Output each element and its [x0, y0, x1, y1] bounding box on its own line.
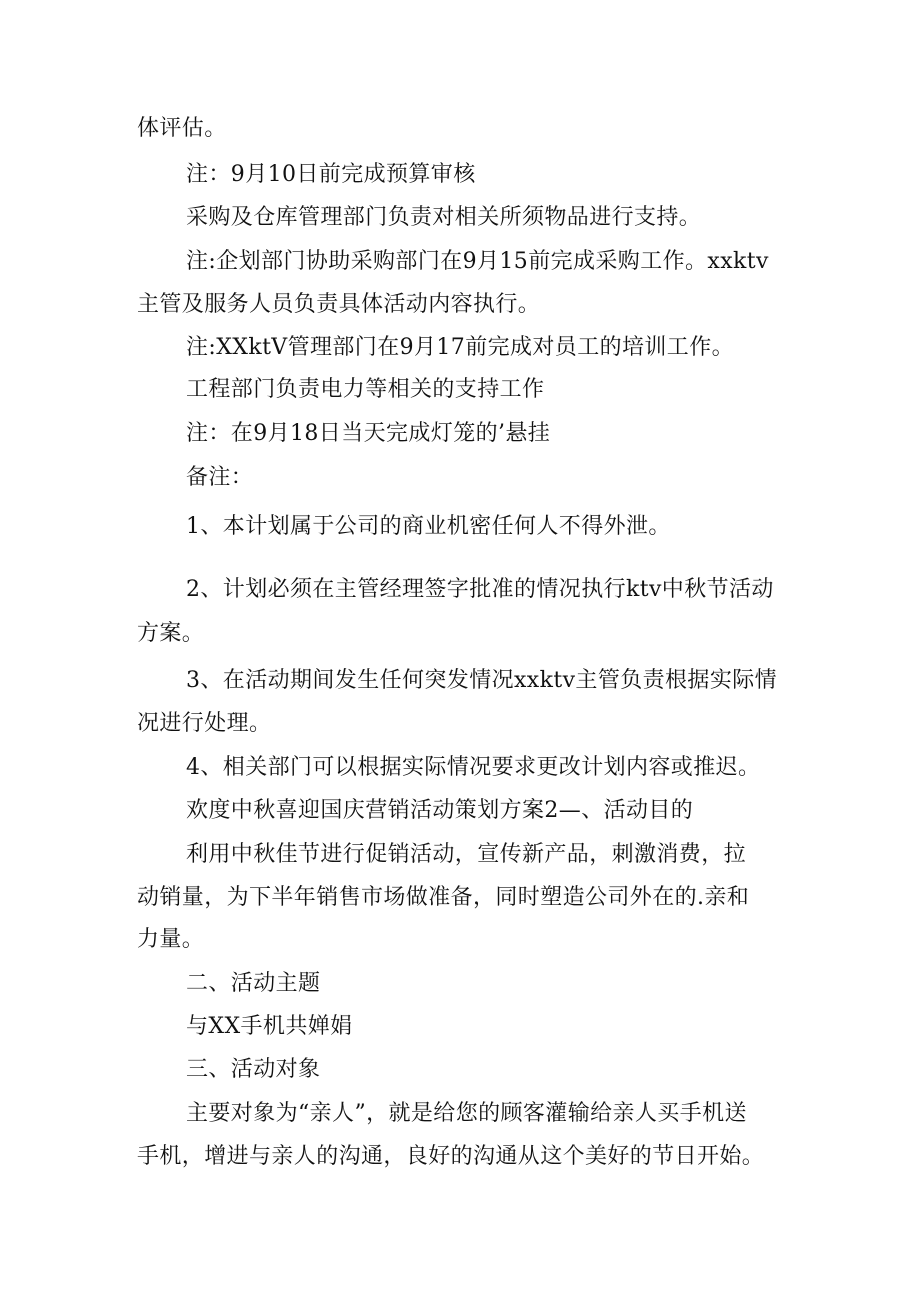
section-title: 欢度中秋喜迎国庆营销活动策划方案2—、活动目的: [186, 798, 694, 823]
text-line: 体评估。: [137, 116, 227, 141]
text-line: 主要对象为“亲人”，就是给您的顾客灌输给亲人买手机送: [186, 1101, 747, 1126]
remarks-heading: 备注：: [186, 465, 254, 490]
remark-item: 2、计划必须在主管经理签字批准的情况执行ktv中秋节活动: [186, 577, 774, 602]
text-line: 手机，增进与亲人的沟通，良好的沟通从这个美好的节日开始。: [137, 1144, 765, 1169]
note-line: 注：在9月18日当天完成灯笼的’悬挂: [186, 421, 551, 446]
text-line: 主管及服务人员负责具体活动内容执行。: [137, 292, 541, 317]
text-line: 方案。: [137, 621, 205, 646]
text-line: 利用中秋佳节进行促销活动，宣传新产品，刺激消费，拉: [186, 842, 747, 867]
text-line: 与XX手机共婵娟: [186, 1014, 353, 1039]
text-line: 动销量，为下半年销售市场做准备，同时塑造公司外在的.亲和: [137, 885, 750, 910]
text-line: 工程部门负责电力等相关的支持工作: [186, 377, 545, 402]
note-line: 注:XXktV管理部门在9月17前完成对员工的培训工作。: [186, 335, 734, 360]
section-heading: 二、活动主题: [186, 971, 321, 996]
text-line: 况进行处理。: [137, 711, 272, 736]
remark-item: 3、在活动期间发生任何突发情况xxktv主管负责根据实际情: [186, 668, 778, 693]
section-heading: 三、活动对象: [186, 1057, 321, 1082]
text-line: 采购及仓库管理部门负责对相关所须物品进行支持。: [186, 205, 702, 230]
remark-item: 4、相关部门可以根据实际情况要求更改计划内容或推迟。: [186, 755, 761, 780]
note-line: 注:企划部门协助采购部门在9月15前完成采购工作。xxktv: [186, 249, 769, 274]
text-line: 力量。: [137, 927, 205, 952]
note-line: 注：9月10日前完成预算审核: [186, 162, 476, 187]
remark-item: 1、本计划属于公司的商业机密任何人不得外泄。: [186, 514, 671, 539]
